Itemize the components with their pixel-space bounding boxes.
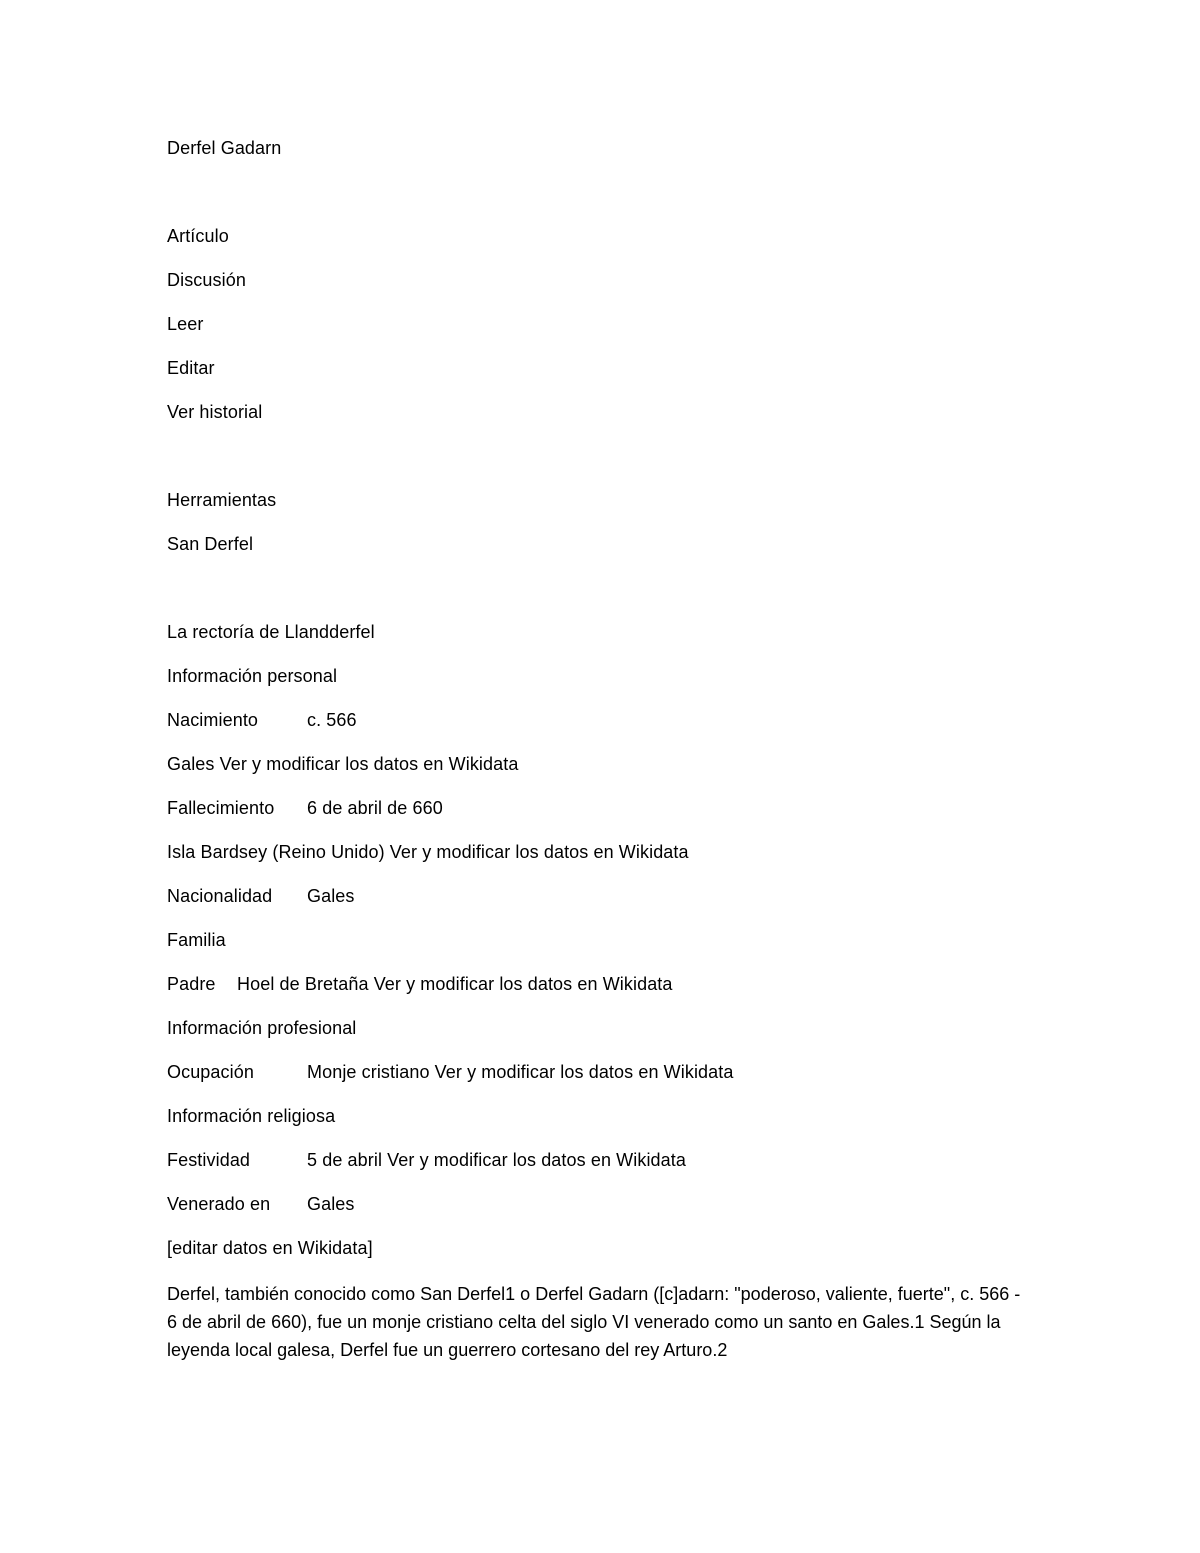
fallecimiento-place[interactable]: Isla Bardsey (Reino Unido) Ver y modificar los datos en Wikidata [167, 842, 689, 862]
row-nacionalidad [167, 884, 1027, 908]
image-caption: La rectoría de Llandderfel [167, 622, 375, 642]
padre-label: Padre [167, 974, 216, 994]
tools-menu[interactable]: Herramientas [167, 490, 277, 510]
venerado-label: Venerado en [167, 1194, 271, 1214]
ocupacion-label: Ocupación [167, 1062, 254, 1082]
row-fallecimiento [167, 796, 1027, 820]
fallecimiento-value: 6 de abril de 660 [307, 798, 443, 818]
nacionalidad-label: Nacionalidad [167, 886, 273, 906]
edit-wikidata-link[interactable]: [editar datos en Wikidata] [167, 1238, 373, 1258]
tab-ver-historial[interactable]: Ver historial [167, 402, 263, 422]
fallecimiento-label: Fallecimiento [167, 798, 275, 818]
page-title: Derfel Gadarn [167, 138, 282, 158]
document-page [167, 136, 1027, 1364]
section-familia: Familia [167, 930, 226, 950]
nacimiento-value: c. 566 [307, 710, 357, 730]
tab-articulo[interactable]: Artículo [167, 226, 229, 246]
section-personal: Información personal [167, 666, 338, 686]
festividad-label: Festividad [167, 1150, 251, 1170]
padre-value[interactable]: Hoel de Bretaña Ver y modificar los datos en Wikidata [237, 974, 673, 994]
infobox-title: San Derfel [167, 534, 254, 554]
row-nacimiento [167, 708, 1027, 732]
nacimiento-label: Nacimiento [167, 710, 259, 730]
row-ocupacion [167, 1060, 1027, 1084]
ocupacion-value[interactable]: Monje cristiano Ver y modificar los datos en Wikidata [307, 1062, 734, 1082]
section-religiosa: Información religiosa [167, 1106, 336, 1126]
tab-discusion[interactable]: Discusión [167, 270, 246, 290]
row-festividad [167, 1148, 1027, 1172]
nacimiento-place[interactable]: Gales Ver y modificar los datos en Wikidata [167, 754, 519, 774]
section-profesional: Información profesional [167, 1018, 357, 1038]
row-padre [167, 972, 1027, 996]
tab-editar[interactable]: Editar [167, 358, 215, 378]
festividad-value[interactable]: 5 de abril Ver y modificar los datos en Wikidata [307, 1150, 686, 1170]
tab-leer[interactable]: Leer [167, 314, 204, 334]
intro-paragraph: Derfel, también conocido como San Derfel1 o Derfel Gadarn ([c]adarn: "poderoso, valiente, fuerte", c. 566 - 6 de abril de 660), fue un monje cristiano celta del siglo VI venerado como un santo en Gales.1 Según la leyenda local galesa, Derfel fue un guerrero cortesano del rey Arturo.2 [167, 1284, 1021, 1360]
row-venerado [167, 1192, 1027, 1216]
venerado-value[interactable]: Gales [307, 1194, 355, 1214]
nacionalidad-value[interactable]: Gales [307, 886, 355, 906]
